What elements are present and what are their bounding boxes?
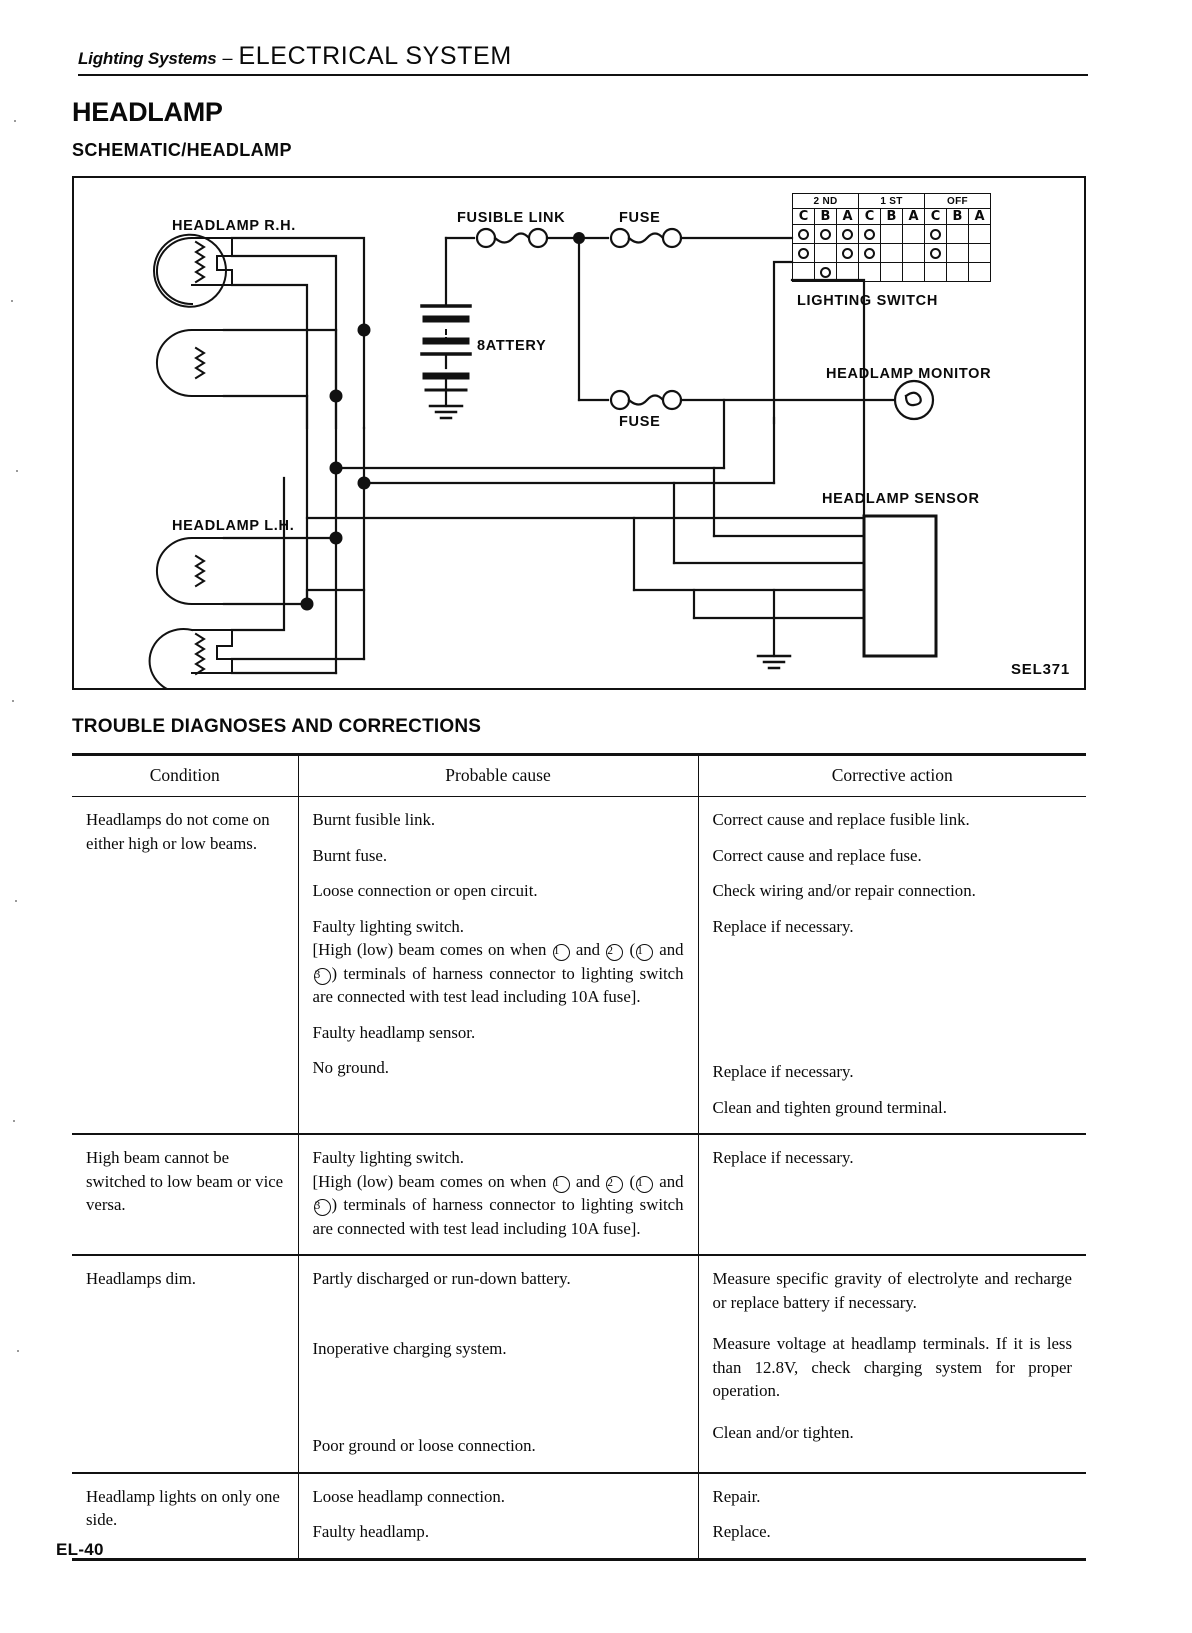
switch-contact-1-1 xyxy=(815,244,837,263)
action-item: Replace. xyxy=(712,1522,771,1542)
contact-dot-icon xyxy=(930,229,941,240)
switch-contact-0-0 xyxy=(793,225,815,244)
section-heading-trouble: TROUBLE DIAGNOSES AND CORRECTIONS xyxy=(72,716,482,737)
switch-contact-2-6 xyxy=(925,263,947,282)
cause-item: Loose headlamp connection. xyxy=(312,1486,505,1506)
switch-terminal-a2: A xyxy=(903,209,925,225)
cause-detail-mid3: and xyxy=(659,940,684,960)
switch-mode-off: OFF xyxy=(925,194,991,209)
cause-item: No ground. xyxy=(312,1058,389,1078)
switch-contact-row-1 xyxy=(793,225,991,244)
column-header-corrective-action: Corrective action xyxy=(698,755,1086,797)
contact-dot-icon xyxy=(842,229,853,240)
lighting-switch-table xyxy=(792,193,991,282)
switch-terminal-a3: A xyxy=(969,209,991,225)
header-divider xyxy=(78,74,1088,76)
action-item: Measure specific gravity of electrolyte and recharge or replace battery if necessary. xyxy=(712,1269,1072,1312)
switch-contact-2-0 xyxy=(793,263,815,282)
cell-probable-cause xyxy=(298,797,698,1135)
scan-speckle xyxy=(17,1350,19,1352)
switch-contact-0-3 xyxy=(859,225,881,244)
cell-corrective-action xyxy=(698,1134,1086,1255)
action-item: Clean and/or tighten. xyxy=(712,1422,854,1442)
switch-contact-2-1 xyxy=(815,263,837,282)
condition-text: Headlamps do not come on either high or low beams. xyxy=(86,810,270,853)
terminal-marker-3: 3 xyxy=(314,968,331,985)
terminal-marker-2: 2 xyxy=(606,1176,623,1193)
contact-dot-icon xyxy=(820,267,831,278)
breadcrumb xyxy=(78,42,1090,74)
section-heading-headlamp: HEADLAMP xyxy=(72,97,223,127)
section-name: Lighting Systems xyxy=(78,49,217,68)
cell-probable-cause xyxy=(298,1473,698,1560)
contact-dot-icon xyxy=(798,248,809,259)
label-fuse-bottom: FUSE xyxy=(619,414,661,430)
cell-condition xyxy=(72,1134,298,1255)
page-number: EL-40 xyxy=(56,1540,104,1559)
label-fusible-link: FUSIBLE LINK xyxy=(457,210,566,226)
scan-speckle xyxy=(14,120,16,122)
cause-detail xyxy=(313,938,684,1009)
cause-detail-prefix: [High (low) beam comes on when xyxy=(312,1171,547,1191)
switch-contact-row-2 xyxy=(793,244,991,263)
action-item: Measure voltage at headlamp terminals. If it is less than 12.8V, check charging system for proper operation. xyxy=(712,1334,1072,1401)
switch-contact-row-3 xyxy=(793,263,991,282)
cell-condition xyxy=(72,797,298,1135)
scan-speckle xyxy=(16,470,18,472)
cell-corrective-action xyxy=(698,1473,1086,1560)
switch-contact-2-7 xyxy=(947,263,969,282)
contact-dot-icon xyxy=(842,248,853,259)
cause-item: Burnt fusible link. xyxy=(312,810,436,829)
cause-detail xyxy=(313,1170,684,1241)
terminal-marker-3: 3 xyxy=(314,1199,331,1216)
contact-dot-icon xyxy=(798,229,809,240)
table-header-row xyxy=(72,755,1086,797)
cause-detail-mid3: and xyxy=(659,1171,684,1191)
switch-mode-2nd: 2 ND xyxy=(793,194,859,209)
table-row xyxy=(72,797,1086,1135)
drawing-code: SEL371 xyxy=(1011,661,1070,678)
cell-condition xyxy=(72,1473,298,1560)
action-item: Repair. xyxy=(712,1486,761,1506)
switch-contact-1-7 xyxy=(947,244,969,263)
cause-detail-mid1: and xyxy=(575,940,601,960)
terminal-marker-2: 2 xyxy=(606,944,623,961)
action-item: Check wiring and/or repair connection. xyxy=(712,881,976,901)
switch-contact-0-5 xyxy=(903,225,925,244)
table-row xyxy=(72,1473,1086,1560)
cause-detail-mid1: and xyxy=(575,1171,601,1191)
switch-contact-2-2 xyxy=(837,263,859,282)
action-item: Correct cause and replace fuse. xyxy=(712,845,922,865)
cell-probable-cause xyxy=(298,1134,698,1255)
cell-corrective-action xyxy=(698,1255,1086,1473)
table-row xyxy=(72,1255,1086,1473)
cause-item: Burnt fuse. xyxy=(312,845,388,865)
column-header-probable-cause: Probable cause xyxy=(298,755,698,797)
switch-contact-0-6 xyxy=(925,225,947,244)
action-item: Replace if necessary. xyxy=(712,916,854,936)
page-header xyxy=(78,42,1090,76)
label-headlamp-rh: HEADLAMP R.H. xyxy=(172,218,297,234)
cause-detail-tail: ) terminals of harness connector to lighting switch are connected with test lead including 10A fuse]. xyxy=(312,1195,684,1238)
cell-probable-cause xyxy=(298,1255,698,1473)
switch-contact-1-8 xyxy=(969,244,991,263)
cause-item: Partly discharged or run-down battery. xyxy=(312,1269,571,1289)
switch-terminal-b1: B xyxy=(815,209,837,225)
cause-item: Faulty headlamp. xyxy=(312,1522,430,1542)
terminal-marker-1: 1 xyxy=(553,1176,570,1193)
label-battery: 8ATTERY xyxy=(477,338,547,354)
switch-terminal-c3: C xyxy=(925,209,947,225)
terminal-marker-1b: 1 xyxy=(636,1176,653,1193)
switch-mode-row xyxy=(793,194,991,209)
label-headlamp-monitor: HEADLAMP MONITOR xyxy=(826,366,992,382)
switch-terminal-b3: B xyxy=(947,209,969,225)
switch-terminal-c1: C xyxy=(793,209,815,225)
cause-item: Inoperative charging system. xyxy=(312,1338,507,1358)
switch-contact-1-2 xyxy=(837,244,859,263)
action-item: Clean and tighten ground terminal. xyxy=(712,1097,947,1117)
switch-contact-2-5 xyxy=(903,263,925,282)
cause-detail-tail: ) terminals of harness connector to lighting switch are connected with test lead including 10A fuse]. xyxy=(312,963,684,1007)
switch-terminal-a1: A xyxy=(837,209,859,225)
switch-mode-1st: 1 ST xyxy=(859,194,925,209)
cause-item: Poor ground or loose connection. xyxy=(312,1436,536,1456)
header-dash: – xyxy=(222,48,233,68)
scan-speckle xyxy=(13,1120,15,1122)
switch-contact-0-7 xyxy=(947,225,969,244)
action-item: Replace if necessary. xyxy=(712,1062,854,1082)
contact-dot-icon xyxy=(864,229,875,240)
cause-item: Loose connection or open circuit. xyxy=(312,881,538,901)
contact-dot-icon xyxy=(930,248,941,259)
switch-contact-0-1 xyxy=(815,225,837,244)
switch-terminal-row xyxy=(793,209,991,225)
cell-corrective-action xyxy=(698,797,1086,1135)
condition-text: High beam cannot be switched to low beam or vice versa. xyxy=(86,1148,284,1215)
cell-condition xyxy=(72,1255,298,1473)
contact-dot-icon xyxy=(864,248,875,259)
switch-contact-1-0 xyxy=(793,244,815,263)
cause-detail-prefix: [High (low) beam comes on when xyxy=(312,940,547,960)
cause-item: Faulty headlamp sensor. xyxy=(312,1022,476,1042)
condition-text: Headlamps dim. xyxy=(86,1269,196,1289)
switch-terminal-b2: B xyxy=(881,209,903,225)
switch-terminal-c2: C xyxy=(859,209,881,225)
subsection-heading-schematic: SCHEMATIC/HEADLAMP xyxy=(72,140,292,160)
switch-contact-1-4 xyxy=(881,244,903,263)
cause-detail-mid2: ( xyxy=(629,940,636,960)
terminal-marker-1b: 1 xyxy=(636,944,653,961)
trouble-diagnoses-table xyxy=(72,753,1086,1561)
switch-contact-1-6 xyxy=(925,244,947,263)
switch-contact-0-8 xyxy=(969,225,991,244)
table-row xyxy=(72,1134,1086,1255)
action-item: Correct cause and replace fusible link. xyxy=(712,810,970,829)
action-item: Replace if necessary. xyxy=(712,1148,854,1168)
scan-speckle xyxy=(15,900,17,902)
label-lighting-switch: LIGHTING SWITCH xyxy=(797,293,938,309)
contact-dot-icon xyxy=(820,229,831,240)
schematic-diagram xyxy=(72,176,1086,690)
label-headlamp-lh: HEADLAMP L.H. xyxy=(172,518,295,534)
switch-contact-2-4 xyxy=(881,263,903,282)
cause-item: Faulty lighting switch. xyxy=(312,1148,464,1168)
page-title: ELECTRICAL SYSTEM xyxy=(238,42,512,70)
condition-text: Headlamp lights on only one side. xyxy=(86,1486,280,1530)
cause-detail-mid2: ( xyxy=(629,1171,636,1191)
switch-contact-2-3 xyxy=(859,263,881,282)
switch-contact-1-5 xyxy=(903,244,925,263)
switch-contact-0-4 xyxy=(881,225,903,244)
scan-speckle xyxy=(12,700,14,702)
terminal-marker-1: 1 xyxy=(553,944,570,961)
label-headlamp-sensor: HEADLAMP SENSOR xyxy=(822,491,980,507)
label-fuse-top: FUSE xyxy=(619,210,661,226)
scan-speckle xyxy=(11,300,13,302)
column-header-condition: Condition xyxy=(72,755,298,797)
switch-contact-2-8 xyxy=(969,263,991,282)
switch-contact-1-3 xyxy=(859,244,881,263)
switch-contact-0-2 xyxy=(837,225,859,244)
cause-item: Faulty lighting switch. xyxy=(312,916,464,936)
